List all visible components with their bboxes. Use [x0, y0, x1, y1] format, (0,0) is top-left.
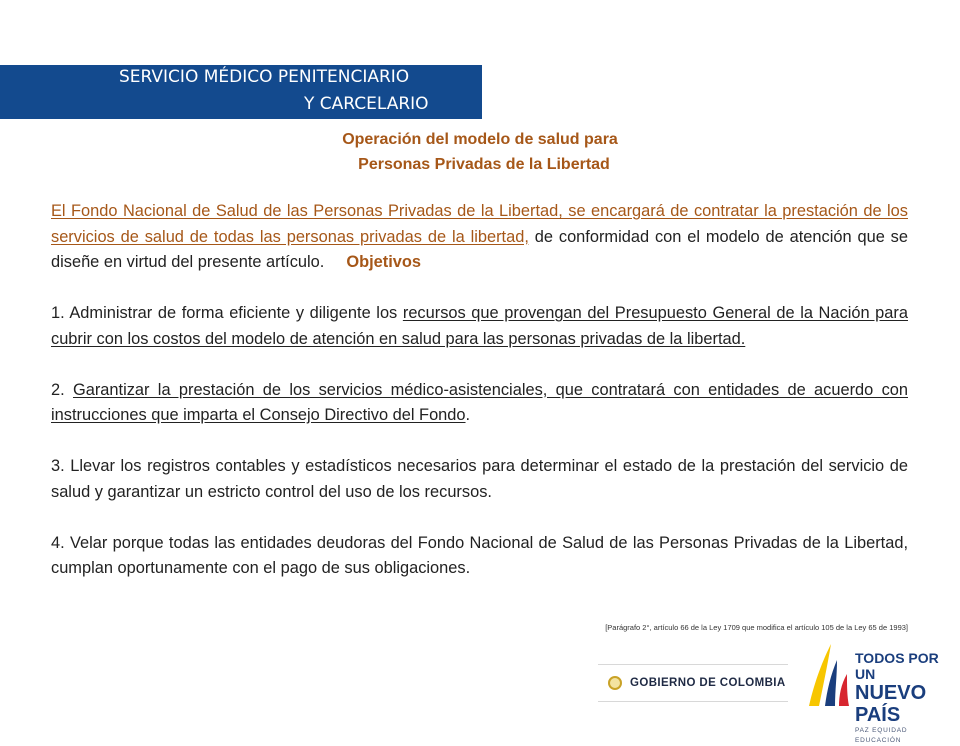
- brand-line2: NUEVO PAÍS: [855, 682, 927, 726]
- subtitle-line1: Operación del modelo de salud para: [342, 131, 618, 148]
- header-banner: [0, 65, 482, 119]
- objective-item-4: 4. Velar porque todas las entidades deudoras del Fondo Nacional de Salud de las Personas Privadas de la Libertad, cumplan oportunamente con el pago de sus obligaciones.: [51, 533, 908, 577]
- brand-line3: PAZ EQUIDAD EDUCACIÓN: [855, 727, 908, 744]
- document-body: [51, 199, 908, 607]
- citation: [Parágrafo 2°, artículo 66 de la Ley 1709 que modifica el artículo 105 de la Ley 65 de 1993]: [605, 623, 908, 632]
- gobierno-logo: [598, 664, 788, 702]
- objective-item-2: [51, 378, 908, 429]
- item1-number: 1.: [51, 304, 65, 322]
- banner-title-line1: SERVICIO MÉDICO PENITENCIARIO: [119, 67, 410, 87]
- intro-rest: de conformidad con el modelo de atención que se diseñe en virtud del presente artículo.: [51, 227, 908, 271]
- objective-item-3: 3. Llevar los registros contables y estadísticos necesarios para determinar el estado de la prestación del servicio de salud y garantizar un estricto control del uso de los recursos.: [51, 457, 908, 501]
- item1-underlined: recursos que provengan del Presupuesto General de la Nación para cubrir con los costos del modelo de atención en salud para las personas privadas de la libertad.: [51, 304, 908, 348]
- item2-underlined: Garantizar la prestación de los servicios médico-asistenciales, que contratará con entidades de acuerdo con instrucciones que imparta el Consejo Directivo del Fondo: [51, 380, 908, 424]
- banner-title-line2: Y CARCELARIO: [304, 94, 429, 114]
- item2-number: 2.: [51, 380, 65, 399]
- item2-post: .: [465, 406, 471, 424]
- subtitle-line2: Personas Privadas de la Libertad: [358, 156, 610, 173]
- brand-line1: TODOS POR UN: [855, 650, 939, 682]
- gobierno-label: GOBIERNO DE COLOMBIA: [630, 677, 786, 689]
- item1-pre: Administrar de forma eficiente y diligente los: [64, 304, 403, 322]
- nuevo-pais-emblem-icon: [803, 640, 859, 710]
- intro-paragraph: [51, 199, 908, 276]
- colombia-seal-icon: [608, 676, 622, 690]
- objective-item-1: [51, 301, 908, 352]
- intro-underlined: El Fondo Nacional de Salud de las Personas Privadas de la Libertad, se encargará de contratar la prestación de los servicios de salud de todas las personas privadas de la libertad,: [51, 202, 908, 246]
- objectives-heading: Objetivos: [346, 253, 422, 271]
- brand-logo: [855, 650, 955, 746]
